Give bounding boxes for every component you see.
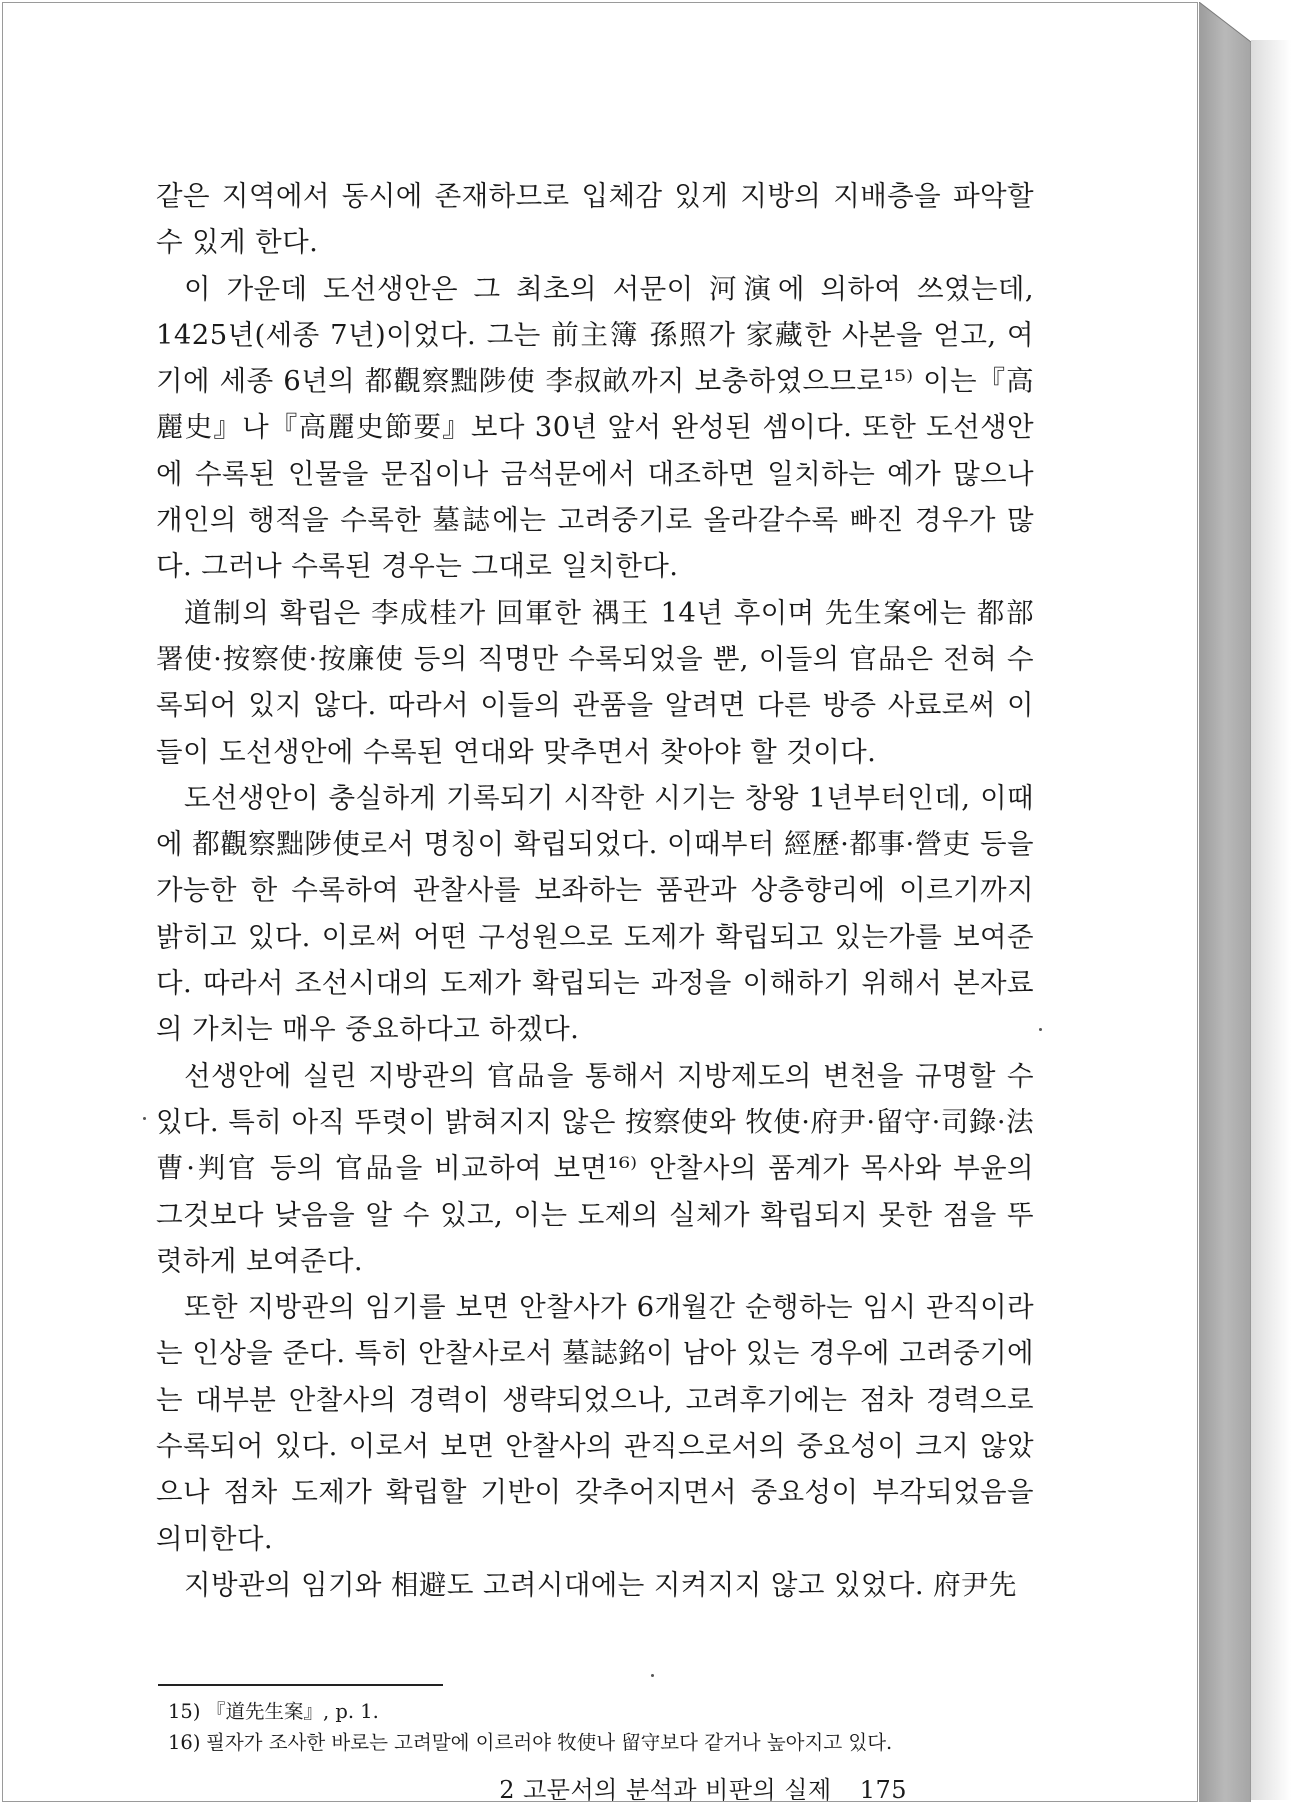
footnote-number: 16) bbox=[168, 1731, 201, 1754]
book-side-edge bbox=[1199, 2, 1251, 1802]
scan-speck bbox=[651, 1674, 654, 1677]
footnote-15 bbox=[168, 1696, 1028, 1727]
running-footer bbox=[499, 1770, 907, 1805]
footnote-divider bbox=[158, 1684, 443, 1686]
footnote-16 bbox=[168, 1727, 1028, 1758]
book-page bbox=[2, 2, 1198, 1802]
paragraph-2: 이 가운데 도선생안은 그 최초의 서문이 河演에 의하여 쓰였는데, 1425년(세종 7년)이었다. 그는 前主簿 孫照가 家藏한 사본을 얻고, 여기에 세종 6년의 都觀察黜陟使 李叔畝까지 보충하였으므로¹⁵⁾ 이는『高麗史』나『高麗史節要』보다 30년 앞서 완성된 셈이다. 또한 도선생안에 수록된 인물을 문집이나 금석문에서 대조하면 일치하는 예가 많으나 개인의 행적을 수록한 墓誌에는 고려중기로 올라갈수록 빠진 경우가 많다. 그러나 수록된 경우는 그대로 일치한다. bbox=[156, 272, 1034, 583]
paragraph-1: 같은 지역에서 동시에 존재하므로 입체감 있게 지방의 지배층을 파악할 수 있게 한다. bbox=[156, 180, 1034, 259]
section-title: 2 고문서의 분석과 비판의 실제 bbox=[499, 1776, 832, 1804]
paragraph-6: 또한 지방관의 임기를 보면 안찰사가 6개월간 순행하는 임시 관직이라는 인상을 준다. 특히 안찰사로서 墓誌銘이 남아 있는 경우에 고려중기에는 대부분 안찰사의 경력이 생략되었으나, 고려후기에는 점차 경력으로 수록되어 있다. 이로서 보면 안찰사의 관직으로서의 중요성이 크지 않았으나 점차 도제가 확립할 기반이 갖추어지면서 중요성이 부각되었음을 의미한다. bbox=[156, 1291, 1034, 1555]
footnote-number: 15) bbox=[168, 1700, 201, 1723]
scan-speck bbox=[143, 1117, 146, 1120]
paragraph-4: 도선생안이 충실하게 기록되기 시작한 시기는 창왕 1년부터인데, 이때에 都觀察黜陟使로서 명칭이 확립되었다. 이때부터 經歷·都事·營吏 등을 가능한 한 수록하여 관찰사를 보좌하는 품관과 상층향리에 이르기까지 밝히고 있다. 이로써 어떤 구성원으로 도제가 확립되고 있는가를 보여준다. 따라서 조선시대의 도제가 확립되는 과정을 이해하기 위해서 본자료의 가치는 매우 중요하다고 하겠다. bbox=[156, 781, 1034, 1046]
scan-speck bbox=[1039, 1028, 1042, 1031]
body-text bbox=[156, 173, 1034, 1608]
book-side-shape bbox=[1199, 2, 1251, 1802]
footnote-text: 『道先生案』, p. 1. bbox=[206, 1700, 379, 1723]
footnote-text: 필자가 조사한 바로는 고려말에 이르러야 牧使나 留守보다 같거나 높아지고 있다. bbox=[206, 1731, 893, 1754]
paragraph-3: 道制의 확립은 李成桂가 回軍한 禑王 14년 후이며 先生案에는 都部署使·按察使·按廉使 등의 직명만 수록되었을 뿐, 이들의 官品은 전혀 수록되어 있지 않다. 따라서 이들의 관품을 알려면 다른 방증 사료로써 이들이 도선생안에 수록된 연대와 맞추면서 찾아야 할 것이다. bbox=[156, 596, 1034, 768]
paragraph-7: 지방관의 임기와 相避도 고려시대에는 지켜지지 않고 있었다. 府尹先 bbox=[184, 1568, 1017, 1601]
paragraph-5: 선생안에 실린 지방관의 官品을 통해서 지방제도의 변천을 규명할 수 있다. 특히 아직 뚜렷이 밝혀지지 않은 按察使와 牧使·府尹·留守·司錄·法曹·判官 등의 官品을 비교하여 보면¹⁶⁾ 안찰사의 품계가 목사와 부윤의 그것보다 낮음을 알 수 있고, 이는 도제의 실체가 확립되지 못한 점을 뚜렷하게 보여준다. bbox=[156, 1059, 1034, 1277]
page-shadow bbox=[1251, 40, 1291, 1800]
footnotes bbox=[168, 1696, 1028, 1758]
page-number: 175 bbox=[859, 1776, 907, 1804]
